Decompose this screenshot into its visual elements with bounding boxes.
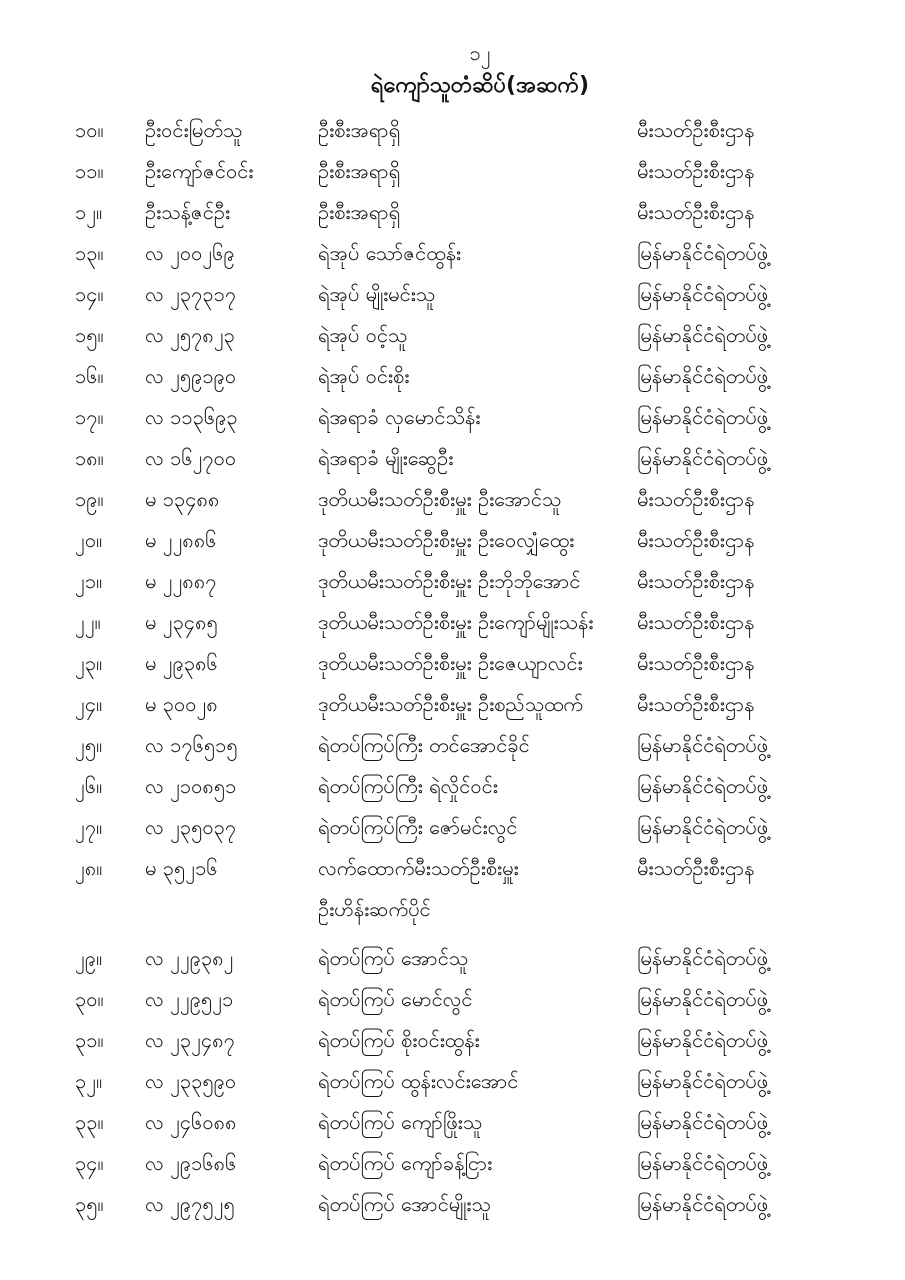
row-number: ၁၃။ bbox=[75, 241, 104, 265]
row-position-name: ဒုတိယမီးသတ်ဦးစီးမှူး ဦးဇေယျာလင်း bbox=[318, 651, 583, 675]
row-id: လ ၂၉၁၆၈၆ bbox=[145, 1151, 237, 1175]
table-row bbox=[75, 772, 825, 801]
table-row bbox=[75, 362, 825, 391]
row-number: ၁၀။ bbox=[75, 118, 104, 142]
table-row bbox=[75, 1067, 825, 1096]
row-id: မ ၂၂၈၈၇ bbox=[145, 569, 217, 593]
row-id: လ ၂၃၅၀၃၇ bbox=[145, 815, 237, 839]
table-row bbox=[75, 649, 825, 678]
row-id: လ ၂၅၇၈၂၃ bbox=[145, 323, 235, 347]
row-number: ၂၁။ bbox=[75, 569, 103, 593]
table-row bbox=[75, 1108, 825, 1137]
row-number: ၂၉။ bbox=[75, 946, 103, 970]
row-position-name: ရဲတပ်ကြပ် ထွန်းလင်းအောင် bbox=[318, 1069, 519, 1093]
row-number: ၂၀။ bbox=[75, 528, 103, 552]
row-number: ၂၈။ bbox=[75, 856, 103, 880]
table-row bbox=[75, 1149, 825, 1178]
table-row bbox=[75, 526, 825, 555]
row-organization: မြန်မာနိုင်ငံရဲတပ်ဖွဲ့ bbox=[637, 241, 769, 265]
row-id: လ ၂၉၇၅၂၅ bbox=[145, 1192, 235, 1216]
row-organization: မီးသတ်ဦးစီးဌာန bbox=[637, 569, 755, 593]
row-id: ဦးကျော်ဇင်ဝင်း bbox=[145, 159, 254, 183]
row-organization: မြန်မာနိုင်ငံရဲတပ်ဖွဲ့ bbox=[637, 1110, 769, 1134]
row-number: ၂၄။ bbox=[75, 692, 103, 716]
row-id: မ ၂၂၈၈၆ bbox=[145, 528, 217, 552]
row-id: လ ၂၃၃၅၉၀ bbox=[145, 1069, 237, 1093]
row-position-name: ဒုတိယမီးသတ်ဦးစီးမှူး ဦးကျော်မျိုးသန်း bbox=[318, 610, 594, 634]
row-organization: မီးသတ်ဦးစီးဌာန bbox=[637, 118, 755, 142]
page-title: ရဲကျော်သူတံဆိပ်(အဆက်) bbox=[370, 73, 590, 98]
table-row bbox=[75, 813, 825, 842]
row-organization: မြန်မာနိုင်ငံရဲတပ်ဖွဲ့ bbox=[637, 946, 769, 970]
row-number: ၂၂။ bbox=[75, 610, 101, 634]
table-row bbox=[75, 444, 825, 473]
table-row bbox=[75, 944, 825, 973]
row-position-name: ဦးစီးအရာရှိ bbox=[318, 118, 401, 142]
row-position-name: ဦးစီးအရာရှိ bbox=[318, 159, 401, 183]
row-position-name: ရဲအရာခံ လှမောင်သိန်း bbox=[318, 405, 481, 429]
row-organization: မီးသတ်ဦးစီးဌာန bbox=[637, 487, 755, 511]
table-row bbox=[75, 157, 825, 186]
table-row bbox=[75, 567, 825, 596]
row-number: ၂၃။ bbox=[75, 651, 103, 675]
table-row bbox=[75, 1026, 825, 1055]
row-position-name: ရဲတပ်ကြပ်ကြီး ဇော်မင်းလွင် bbox=[318, 815, 518, 839]
row-number: ၃၃။ bbox=[75, 1110, 104, 1134]
row-organization: မြန်မာနိုင်ငံရဲတပ်ဖွဲ့ bbox=[637, 282, 769, 306]
row-position-name: ရဲတပ်ကြပ်ကြီး တင်အောင်ခိုင် bbox=[318, 733, 530, 757]
row-position-name: ရဲတပ်ကြပ် အောင်မျိုးသူ bbox=[318, 1192, 491, 1216]
row-organization: မီးသတ်ဦးစီးဌာန bbox=[637, 610, 755, 634]
row-id: ဦးသန့်ဇင်ဦး bbox=[145, 200, 231, 224]
row-id: လ ၁၁၃၆၉၃ bbox=[145, 405, 238, 429]
row-number: ၁၅။ bbox=[75, 323, 104, 347]
row-position-name: ရဲတပ်ကြပ်ကြီး ရဲလှိုင်ဝင်း bbox=[318, 774, 498, 798]
row-number: ၁၆။ bbox=[75, 364, 104, 388]
row-number: ၃၅။ bbox=[75, 1192, 104, 1216]
table-row bbox=[75, 403, 825, 432]
row-id: လ ၂၃၂၄၈၇ bbox=[145, 1028, 235, 1052]
row-position-name: ရဲအုပ် သော်ဇင်ထွန်း bbox=[318, 241, 461, 265]
row-number: ၂၇။ bbox=[75, 815, 103, 839]
row-position-name: ဒုတိယမီးသတ်ဦးစီးမှူး ဦးအောင်သူ bbox=[318, 487, 562, 511]
table-row bbox=[75, 116, 825, 145]
row-number: ၃၄။ bbox=[75, 1151, 104, 1175]
row-position-name: ဒုတိယမီးသတ်ဦးစီးမှူး ဦးဝေလျှံထွေး bbox=[318, 528, 575, 552]
row-id: လ ၁၆၂၇၀၀ bbox=[145, 446, 237, 470]
row-position-name: ဒုတိယမီးသတ်ဦးစီးမှူး ဦးဘိုဘိုအောင် bbox=[318, 569, 581, 593]
row-position-name: ဦးစီးအရာရှိ bbox=[318, 200, 401, 224]
row-number: ၁၄။ bbox=[75, 282, 104, 306]
row-organization: မြန်မာနိုင်ငံရဲတပ်ဖွဲ့ bbox=[637, 1192, 769, 1216]
table-row bbox=[75, 690, 825, 719]
row-number: ၂၅။ bbox=[75, 733, 103, 757]
row-organization: မြန်မာနိုင်ငံရဲတပ်ဖွဲ့ bbox=[637, 405, 769, 429]
row-id: မ ၃၅၂၁၆ bbox=[145, 856, 218, 880]
row-organization: မြန်မာနိုင်ငံရဲတပ်ဖွဲ့ bbox=[637, 774, 769, 798]
table-row bbox=[75, 985, 825, 1014]
row-number: ၁၂။ bbox=[75, 200, 103, 224]
row-number: ၁၁။ bbox=[75, 159, 104, 183]
table-row bbox=[75, 485, 825, 514]
row-position-name: လက်ထောက်မီးသတ်ဦးစီးမှူး ဦးဟိန်းဆက်ပိုင် bbox=[318, 854, 637, 924]
row-organization: မြန်မာနိုင်ငံရဲတပ်ဖွဲ့ bbox=[637, 815, 769, 839]
row-position-name-line2: ဦးဟိန်းဆက်ပိုင် bbox=[318, 897, 431, 921]
row-id: လ ၂၀၀၂၆၉ bbox=[145, 241, 235, 265]
table-row bbox=[75, 608, 825, 637]
row-position-name: ရဲတပ်ကြပ် အောင်သူ bbox=[318, 946, 469, 970]
row-organization: မြန်မာနိုင်ငံရဲတပ်ဖွဲ့ bbox=[637, 364, 769, 388]
row-id: လ ၂၄၆၀၈၈ bbox=[145, 1110, 237, 1134]
row-id: လ ၂၂၉၃၈၂ bbox=[145, 946, 234, 970]
page-number: ၁၂ bbox=[469, 41, 491, 65]
table-row bbox=[75, 321, 825, 350]
table-row bbox=[75, 731, 825, 760]
row-id: လ ၂၅၉၁၉၀ bbox=[145, 364, 237, 388]
row-organization: မြန်မာနိုင်ငံရဲတပ်ဖွဲ့ bbox=[637, 1028, 769, 1052]
row-organization: မြန်မာနိုင်ငံရဲတပ်ဖွဲ့ bbox=[637, 1151, 769, 1175]
row-id: မ ၂၉၃၈၆ bbox=[145, 651, 218, 675]
row-number: ၂၆။ bbox=[75, 774, 103, 798]
row-position-name: ရဲအုပ် ဝင်းစိုး bbox=[318, 364, 410, 388]
row-organization: မီးသတ်ဦးစီးဌာန bbox=[637, 651, 755, 675]
row-organization: မီးသတ်ဦးစီးဌာန bbox=[637, 200, 755, 224]
row-number: ၁၈။ bbox=[75, 446, 104, 470]
row-id: မ ၁၃၄၈၈ bbox=[145, 487, 220, 511]
row-organization: မီးသတ်ဦးစီးဌာန bbox=[637, 692, 755, 716]
row-organization: မြန်မာနိုင်ငံရဲတပ်ဖွဲ့ bbox=[637, 323, 769, 347]
row-id: လ ၂၁၀၈၅၁ bbox=[145, 774, 237, 798]
row-position-name: ရဲတပ်ကြပ် ကျော်ခန့်ငြား bbox=[318, 1151, 493, 1175]
row-number: ၁၇။ bbox=[75, 405, 104, 429]
row-position-name: ရဲတပ်ကြပ် စိုးဝင်းထွန်း bbox=[318, 1028, 480, 1052]
table-row bbox=[75, 198, 825, 227]
row-position-name: ရဲအုပ် မျိုးမင်းသူ bbox=[318, 282, 436, 306]
row-organization: မြန်မာနိုင်ငံရဲတပ်ဖွဲ့ bbox=[637, 733, 769, 757]
row-id: မ ၂၃၄၈၅ bbox=[145, 610, 218, 634]
row-number: ၃၁။ bbox=[75, 1028, 104, 1052]
row-position-name: ရဲတပ်ကြပ် ကျော်ဖြိုးသူ bbox=[318, 1110, 483, 1134]
table-row bbox=[75, 239, 825, 268]
row-organization: မြန်မာနိုင်ငံရဲတပ်ဖွဲ့ bbox=[637, 446, 769, 470]
row-id: လ ၂၂၉၅၂၁ bbox=[145, 987, 234, 1011]
table-row bbox=[75, 854, 825, 924]
row-id: လ ၁၇၆၅၁၅ bbox=[145, 733, 238, 757]
row-id: ဦးဝင်းမြတ်သူ bbox=[145, 118, 243, 142]
row-organization: မီးသတ်ဦးစီးဌာန bbox=[637, 856, 755, 880]
row-organization: မီးသတ်ဦးစီးဌာန bbox=[637, 159, 755, 183]
table-row bbox=[75, 280, 825, 309]
row-organization: မီးသတ်ဦးစီးဌာန bbox=[637, 528, 755, 552]
roster-table bbox=[75, 116, 825, 1219]
row-id: မ ၃၀၀၂၈ bbox=[145, 692, 218, 716]
row-position-name: ရဲတပ်ကြပ် မောင်လွင် bbox=[318, 987, 473, 1011]
row-number: ၁၉။ bbox=[75, 487, 104, 511]
row-position-name: ဒုတိယမီးသတ်ဦးစီးမှူး ဦးစည်သူထက် bbox=[318, 692, 583, 716]
table-row bbox=[75, 1190, 825, 1219]
row-id: လ ၂၃၇၃၁၇ bbox=[145, 282, 237, 306]
row-position-name: ရဲအရာခံ မျိုးဆွေဦး bbox=[318, 446, 454, 470]
row-position-name: ရဲအုပ် ဝင့်သူ bbox=[318, 323, 408, 347]
row-organization: မြန်မာနိုင်ငံရဲတပ်ဖွဲ့ bbox=[637, 987, 769, 1011]
row-organization: မြန်မာနိုင်ငံရဲတပ်ဖွဲ့ bbox=[637, 1069, 769, 1093]
row-number: ၃၀။ bbox=[75, 987, 104, 1011]
row-number: ၃၂။ bbox=[75, 1069, 103, 1093]
